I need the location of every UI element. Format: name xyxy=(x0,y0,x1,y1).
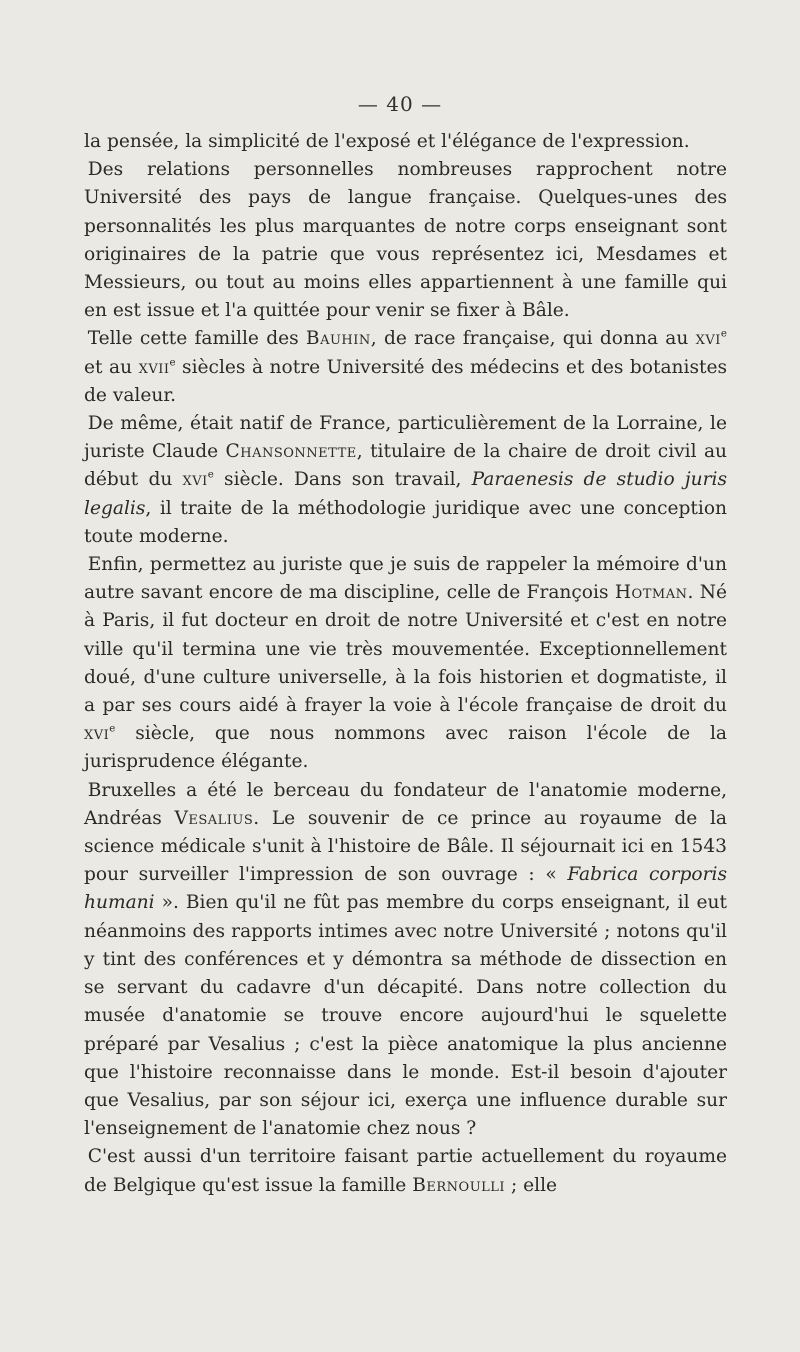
paragraph-7 xyxy=(84,1143,727,1199)
century-numeral: xvi xyxy=(84,723,110,745)
paragraph-4-text-c: siècle. Dans son travail, xyxy=(213,469,472,491)
paragraph-6-text-c: ». Bien qu'il ne fût pas membre du corps enseignant, il eut néanmoins des rapports intimes avec notre Université ; notons qu'il y tint des conférences et y démontra sa méthode de dissection en se servant du cadavre d'un décapité. Dans notre collection du musée d'anatomie se trouve encore aujourd'hui le squelette préparé par Vesalius ; c'est la pièce anatomique la plus ancienne que l'histoire reconnaisse dans le monde. Est-il besoin d'ajouter que Vesalius, par son séjour ici, exerça une influence durable sur l'enseignement de l'anatomie chez nous ? xyxy=(84,892,727,1140)
paragraph-3-text-b: , de race française, qui donna au xyxy=(370,328,696,350)
century-numeral: xvi xyxy=(695,328,721,350)
paragraph-1-text: la pensée, la simplicité de l'exposé et l'élégance de l'expression. xyxy=(84,131,690,152)
century-numeral: xvi xyxy=(182,469,208,491)
paragraph-6-text-a: Bruxelles a été le berceau du fondateur de l'anatomie moderne, Andréas xyxy=(84,779,727,829)
work-title-fabrica: Fabrica corporis humani xyxy=(84,864,727,914)
name-vesalius: Vesalius xyxy=(174,807,254,829)
paragraph-5-text-c: siècle, que nous nommons avec raison l'école de la jurisprudence élégante. xyxy=(84,723,727,773)
paragraph-6 xyxy=(84,777,727,1144)
paragraph-2-text: Des relations personnelles nombreuses rapprochent notre Université des pays de langue française. Quelques-unes des personnalités les plus marquantes de notre corps enseignant sont originaires de la patrie que vous représentez ici, Mesdames et Messieurs, ou tout au moins elles appartiennent à une famille qui en est issue et l'a quittée pour venir se fixer à Bâle. xyxy=(84,159,727,322)
body-text xyxy=(84,128,727,1200)
paragraph-6-text-b: . Le souvenir de ce prince au royaume de la science médicale s'unit à l'histoire de Bâle. Il séjournait ici en 1543 pour surveiller l'impression de son ouvrage : « xyxy=(84,807,727,886)
paragraph-3 xyxy=(84,325,727,410)
century-superscript: e xyxy=(207,469,214,481)
century-superscript: e xyxy=(720,328,727,340)
name-bauhin: Bauhin xyxy=(305,328,371,350)
paragraph-5-text-a: Enfin, permettez au juriste que je suis de rappeler la mémoire d'un autre savant encore de ma discipline, celle de François xyxy=(84,554,727,604)
name-hotman: Hotman xyxy=(614,582,688,604)
paragraph-2 xyxy=(84,156,727,325)
paragraph-5 xyxy=(84,551,727,777)
paragraph-7-text-b: ; elle xyxy=(505,1174,558,1196)
work-title-paraenesis: Paraenesis de studio juris legalis xyxy=(84,469,727,519)
paragraph-4-text-b: , titulaire de la chaire de droit civil au début du xyxy=(84,441,727,491)
paragraph-7-text-a: C'est aussi d'un territoire faisant partie actuellement du royaume de Belgique qu'est issue la famille xyxy=(84,1146,727,1196)
name-bernoulli: Bernoulli xyxy=(412,1174,506,1196)
paragraph-5-text-b: . Né à Paris, il fut docteur en droit de notre Université et c'est en notre ville qu'il termina une vie très mouvementée. Exceptionnellement doué, d'une culture universelle, à la fois historien et dogmatiste, il a par ses cours aidé à frayer la voie à l'école française de droit du xyxy=(84,582,727,717)
paragraph-1 xyxy=(84,128,727,156)
paragraph-3-text-d: siècles à notre Université des médecins et des botanistes de valeur. xyxy=(84,356,728,406)
paragraph-4-text-a: De même, était natif de France, particulièrement de la Lorraine, le juriste Claude xyxy=(84,413,727,463)
century-numeral: xvii xyxy=(138,356,170,378)
paragraph-3-text-c: et au xyxy=(84,356,139,378)
century-superscript: e xyxy=(109,723,116,735)
page-number: — 40 — xyxy=(357,92,443,116)
paragraph-4 xyxy=(84,410,727,551)
paragraph-3-text-a: Telle cette famille des xyxy=(87,328,306,350)
century-superscript: e xyxy=(169,356,176,368)
name-chansonnette: Chansonnette xyxy=(225,441,357,463)
paragraph-4-text-d: , il traite de la méthodologie juridique avec une conception toute moderne. xyxy=(84,497,727,547)
